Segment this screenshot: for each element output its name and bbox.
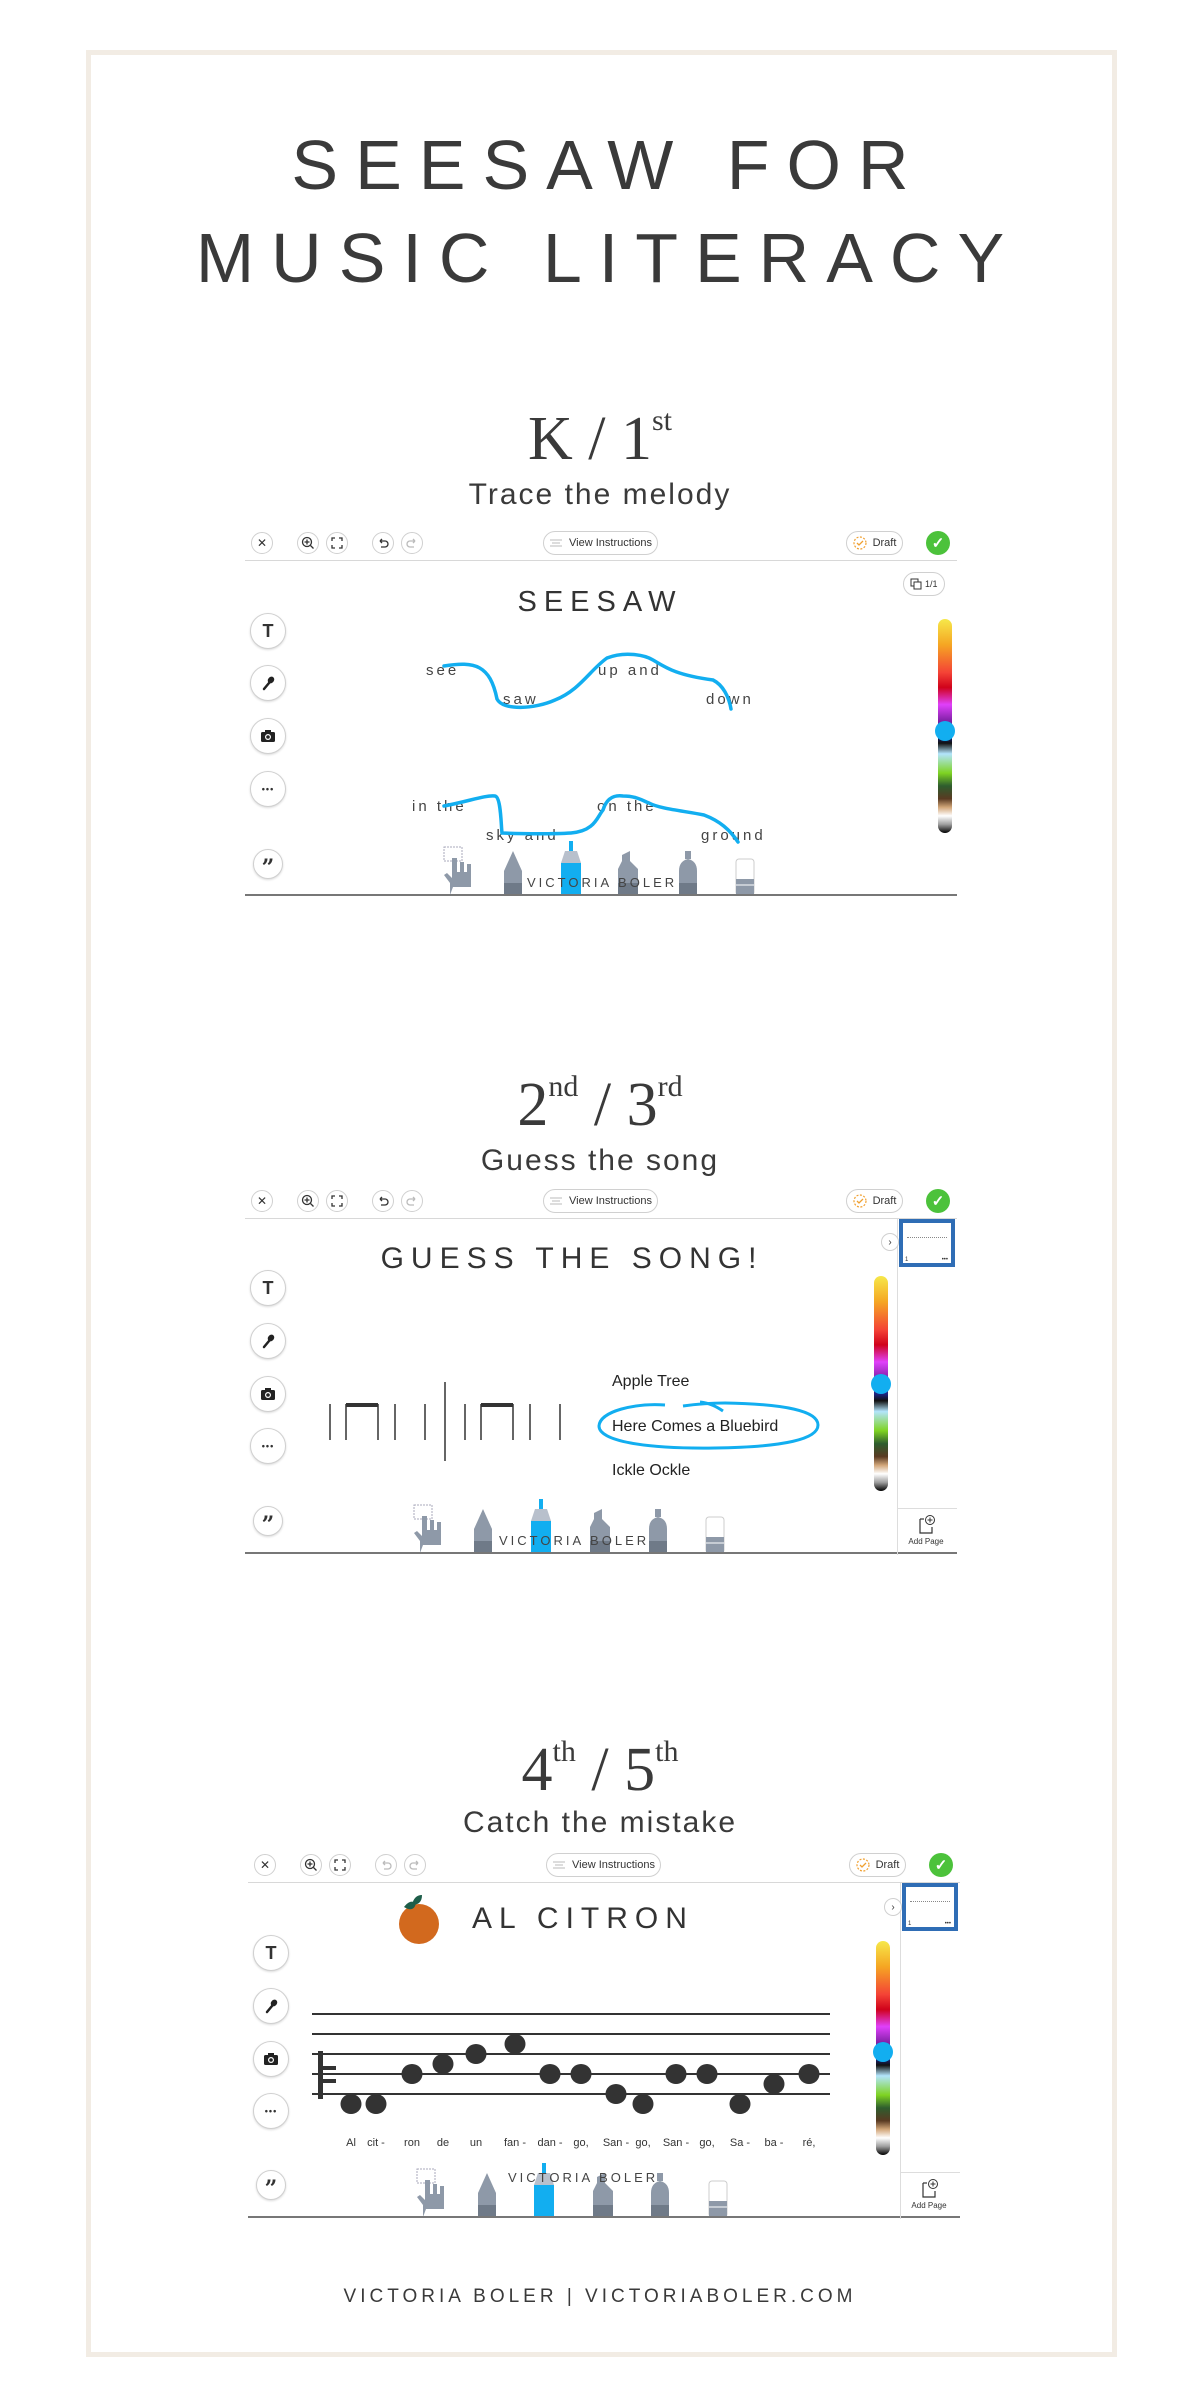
undo-button[interactable]: [375, 1854, 397, 1876]
undo-icon: [380, 1859, 392, 1871]
redo-button[interactable]: [401, 1190, 423, 1212]
add-page-button[interactable]: [904, 2177, 954, 2213]
grade-b: 5: [624, 1736, 656, 1804]
song-option: Ickle Ockle: [612, 1462, 691, 1479]
checkmark-icon: ✓: [931, 535, 945, 552]
lyric-syllable: dan -: [537, 2137, 563, 2149]
undo-icon: [377, 1195, 389, 1207]
spray-tool[interactable]: [649, 1509, 667, 1553]
eraser-tool[interactable]: [706, 1517, 724, 1553]
note-head: [540, 2064, 561, 2084]
lyric-word: ground: [701, 827, 766, 844]
fullscreen-button[interactable]: [326, 1190, 348, 1212]
spray-tool[interactable]: [679, 851, 697, 895]
close-button[interactable]: [254, 1854, 276, 1876]
undo-button[interactable]: [372, 1190, 394, 1212]
note-head: [666, 2064, 687, 2084]
draft-label: Draft: [875, 1859, 900, 1871]
expand-sidebar-button[interactable]: [881, 1233, 899, 1251]
camera-icon: [263, 2052, 279, 2066]
clef-bar: [318, 2079, 336, 2083]
checkmark-icon: ✓: [934, 1857, 948, 1874]
canvas-heading: SEESAW: [517, 586, 683, 618]
grade-a: K: [527, 405, 573, 473]
close-icon: ✕: [256, 536, 268, 550]
instructions-icon: [549, 538, 563, 548]
sidebar-separator: [897, 1508, 957, 1509]
microphone-icon: [260, 1333, 276, 1349]
thumbnail-preview: [907, 1237, 947, 1238]
editor-toolbar: [245, 525, 957, 561]
lyric-syllable: San -: [602, 2137, 630, 2149]
pages-icon: [910, 578, 922, 590]
thumbnail-more-icon: •••: [941, 1257, 948, 1263]
zoom-in-button[interactable]: [300, 1854, 322, 1876]
draft-label: Draft: [872, 1195, 897, 1207]
submit-check-button[interactable]: [926, 531, 950, 555]
record-button[interactable]: [253, 1988, 289, 2024]
lyric-syllable: go,: [573, 2137, 589, 2149]
microphone-icon: [263, 1998, 279, 2014]
eraser-tool[interactable]: [709, 2181, 727, 2217]
redo-button[interactable]: [401, 532, 423, 554]
draft-check-icon: [856, 1858, 870, 1872]
caption-button[interactable]: [256, 2170, 286, 2200]
photo-button[interactable]: [253, 2041, 289, 2077]
lyric-syllable: ba -: [764, 2137, 784, 2149]
song-option: Here Comes a Bluebird: [612, 1418, 779, 1435]
drawing-canvas[interactable]: [245, 525, 957, 897]
seesaw-editor-screenshot: [248, 1847, 960, 2219]
camera-icon: [260, 729, 276, 743]
grade-sep: /: [575, 1736, 625, 1804]
thumbnail-page-number: 1: [905, 1257, 909, 1263]
more-button[interactable]: [250, 1428, 286, 1464]
draft-button[interactable]: [849, 1853, 906, 1877]
grade-b-sup: st: [652, 404, 673, 437]
microphone-icon: [260, 675, 276, 691]
sidebar-divider: [900, 1883, 901, 2219]
close-button[interactable]: [251, 1190, 273, 1212]
record-button[interactable]: [250, 665, 286, 701]
text-icon: T: [265, 1942, 277, 1963]
undo-button[interactable]: [372, 532, 394, 554]
lyric-syllable: fan -: [503, 2137, 527, 2149]
zoom-in-button[interactable]: [297, 1190, 319, 1212]
note-head: [571, 2064, 592, 2084]
fullscreen-icon: [334, 1859, 346, 1871]
watermark-text: VICTORIA BOLER: [527, 875, 678, 890]
close-button[interactable]: [251, 532, 273, 554]
note-head: [799, 2064, 820, 2084]
chevron-right-icon: ›: [891, 1901, 895, 1913]
lyric-syllable: de: [436, 2137, 450, 2149]
instructions-icon: [549, 1196, 563, 1206]
note-head: [606, 2084, 627, 2104]
hand-tool[interactable]: [444, 847, 471, 895]
text-tool-button[interactable]: [250, 1270, 286, 1306]
rhythm-beam: [346, 1403, 378, 1407]
page-title-line2: MUSIC LITERACY: [195, 219, 1022, 297]
seesaw-editor-screenshot: [245, 1183, 957, 1555]
lyric-word: up and: [598, 662, 662, 679]
grade-b: 1: [621, 405, 652, 473]
add-page-icon: [904, 2177, 954, 2201]
add-page-label: Add Page: [908, 1537, 944, 1546]
redo-button[interactable]: [404, 1854, 426, 1876]
view-instructions-button[interactable]: [543, 1189, 658, 1213]
sidebar-divider: [897, 1219, 898, 1555]
text-tool-button[interactable]: [250, 613, 286, 649]
zoom-in-button[interactable]: [297, 532, 319, 554]
note-head: [341, 2094, 362, 2114]
fullscreen-icon: [331, 1195, 343, 1207]
activity-subtitle: Trace the melody: [468, 478, 732, 511]
grade-sep: /: [578, 1071, 627, 1139]
grade-b-sup: th: [655, 1735, 679, 1768]
thumbnail-page-number: 1: [908, 1921, 912, 1927]
draft-check-icon: [853, 536, 867, 550]
add-page-button[interactable]: [901, 1513, 951, 1549]
add-page-icon: [901, 1513, 951, 1537]
drawing-canvas[interactable]: [248, 1847, 960, 2219]
orange-icon: [399, 1904, 439, 1944]
seesaw-editor-screenshot: [245, 525, 957, 897]
zoom-in-icon: [304, 1858, 318, 1872]
lyric-syllable: go,: [699, 2137, 715, 2149]
redo-icon: [406, 1195, 418, 1207]
grade-b-sup: rd: [657, 1070, 683, 1103]
grade-a: 2: [517, 1071, 549, 1139]
activity-subtitle: Catch the mistake: [462, 1806, 738, 1839]
watermark-text: VICTORIA BOLER: [499, 1533, 650, 1548]
quote-icon: ”: [261, 1512, 275, 1538]
text-icon: T: [262, 1277, 274, 1298]
lyric-word: sky and: [486, 827, 559, 844]
close-icon: ✕: [259, 1858, 271, 1872]
lyric-word: on the: [597, 798, 657, 815]
editor-toolbar: [245, 1183, 957, 1219]
lyric-syllable: go,: [635, 2137, 651, 2149]
lyric-syllable: Sa -: [729, 2137, 751, 2149]
color-slider-knob[interactable]: [873, 2042, 893, 2062]
lyric-word: in the: [412, 798, 467, 815]
page-title-line1: SEESAW FOR: [291, 126, 926, 204]
expand-sidebar-button[interactable]: [884, 1898, 902, 1916]
color-slider-knob[interactable]: [935, 721, 955, 741]
lyric-syllable: ré,: [802, 2137, 816, 2149]
grade-heading: [0, 1070, 1200, 1139]
eraser-tool[interactable]: [736, 859, 754, 895]
photo-button[interactable]: [250, 1376, 286, 1412]
undo-icon: [377, 537, 389, 549]
lyric-syllable: San -: [662, 2137, 690, 2149]
draft-button[interactable]: [846, 1189, 903, 1213]
note-head: [505, 2034, 526, 2054]
view-instructions-label: View Instructions: [569, 537, 652, 549]
note-head: [402, 2064, 423, 2084]
note-head: [366, 2094, 387, 2114]
view-instructions-button[interactable]: [546, 1853, 661, 1877]
more-button[interactable]: [250, 771, 286, 807]
redo-icon: [406, 537, 418, 549]
more-icon: •••: [261, 1441, 275, 1451]
note-head: [433, 2054, 454, 2074]
hand-tool[interactable]: [417, 2169, 444, 2217]
thumbnail-more-icon: •••: [944, 1921, 951, 1927]
grade-a-sup: nd: [548, 1070, 579, 1103]
song-option: Apple Tree: [612, 1373, 690, 1390]
more-icon: •••: [261, 784, 275, 794]
draft-label: Draft: [872, 537, 897, 549]
lyric-syllable: un: [469, 2137, 483, 2149]
zoom-in-icon: [301, 536, 315, 550]
photo-button[interactable]: [250, 718, 286, 754]
checkmark-icon: ✓: [931, 1193, 945, 1210]
grade-a-sup: th: [552, 1735, 576, 1768]
canvas-heading: GUESS THE SONG!: [380, 1242, 764, 1275]
note-head: [697, 2064, 718, 2084]
grade-heading: [0, 1735, 1200, 1804]
zoom-in-icon: [301, 1194, 315, 1208]
more-button[interactable]: [253, 2093, 289, 2129]
instructions-icon: [552, 1860, 566, 1870]
submit-check-button[interactable]: [929, 1853, 953, 1877]
percussion-clef: [318, 2051, 323, 2099]
page-counter-button[interactable]: [903, 572, 945, 596]
note-head: [764, 2074, 785, 2094]
lyric-syllable: ron: [404, 2137, 420, 2149]
drawing-canvas[interactable]: [245, 1183, 957, 1555]
footer-credit: VICTORIA BOLER | VICTORIABOLER.COM: [343, 2286, 857, 2307]
grade-sep: /: [572, 405, 621, 473]
text-tool-button[interactable]: [253, 1935, 289, 1971]
grade-a: 4: [521, 1736, 553, 1804]
camera-icon: [260, 1387, 276, 1401]
clef-bar: [318, 2066, 336, 2070]
note-head: [633, 2094, 654, 2114]
fullscreen-button[interactable]: [326, 532, 348, 554]
note-head: [466, 2044, 487, 2064]
lyric-word: saw: [503, 691, 539, 708]
view-instructions-label: View Instructions: [569, 1195, 652, 1207]
grade-b: 3: [626, 1071, 658, 1139]
close-icon: ✕: [256, 1194, 268, 1208]
fullscreen-icon: [331, 537, 343, 549]
text-icon: T: [262, 620, 274, 641]
hand-tool[interactable]: [414, 1505, 441, 1553]
quote-icon: ”: [264, 2176, 278, 2202]
draft-check-icon: [853, 1194, 867, 1208]
grade-heading: [0, 404, 1200, 473]
page-thumbnail[interactable]: [899, 1219, 955, 1267]
add-page-label: Add Page: [911, 2201, 947, 2210]
view-instructions-label: View Instructions: [572, 1859, 655, 1871]
activity-subtitle: Guess the song: [480, 1144, 720, 1177]
caption-button[interactable]: [253, 849, 283, 879]
chevron-right-icon: ›: [888, 1236, 892, 1248]
view-instructions-button[interactable]: [543, 531, 658, 555]
color-slider-knob[interactable]: [871, 1374, 891, 1394]
draft-button[interactable]: [846, 531, 903, 555]
redo-icon: [409, 1859, 421, 1871]
traced-melody-line-1: [444, 654, 731, 709]
fullscreen-button[interactable]: [329, 1854, 351, 1876]
watermark-text: VICTORIA BOLER: [508, 2170, 659, 2185]
pencil-tool[interactable]: [478, 2173, 496, 2217]
lyric-word: down: [706, 691, 754, 708]
pencil-tool[interactable]: [504, 851, 522, 895]
note-head: [730, 2094, 751, 2114]
lyric-syllable: Al: [346, 2137, 356, 2149]
rhythm-beam: [481, 1403, 513, 1407]
lyric-syllable: cit -: [367, 2137, 385, 2149]
editor-toolbar: [248, 1847, 960, 1883]
page-counter: 1/1: [925, 579, 938, 589]
record-button[interactable]: [250, 1323, 286, 1359]
thumbnail-preview: [910, 1901, 950, 1902]
quote-icon: ”: [261, 855, 275, 881]
caption-button[interactable]: [253, 1506, 283, 1536]
canvas-heading: AL CITRON: [472, 1902, 694, 1935]
sidebar-separator: [900, 2172, 960, 2173]
more-icon: •••: [264, 2106, 278, 2116]
page-thumbnail[interactable]: [902, 1883, 958, 1931]
submit-check-button[interactable]: [926, 1189, 950, 1213]
pencil-tool[interactable]: [474, 1509, 492, 1553]
lyric-word: see: [426, 662, 460, 679]
